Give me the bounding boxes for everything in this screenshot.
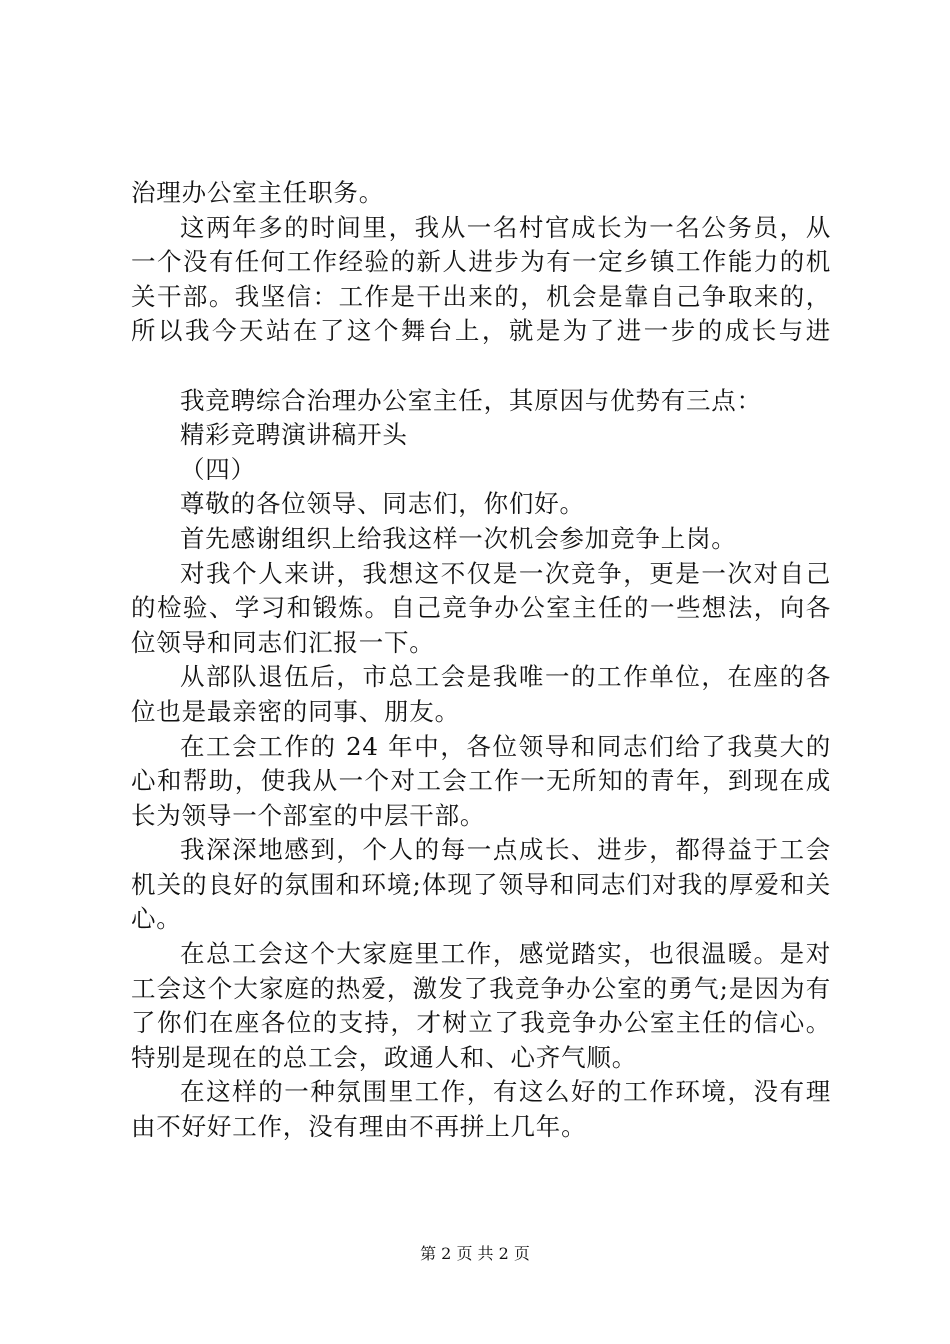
text-line: 尊敬的各位领导、同志们，你们好。 [180,489,585,519]
paragraph-gap [131,349,831,384]
text-line: 治理办公室主任职务。 [131,178,384,207]
text-line: 的检验、学习和锻炼。自己竞争办公室主任的一些想法，向各 [131,593,831,623]
text-line: 工会这个大家庭的热爱，激发了我竞争办公室的勇气;是因为有 [131,973,831,1003]
text-line: 精彩竞聘演讲稿开头 [180,420,408,450]
text-line: 心和帮助，使我从一个对工会工作一无所知的青年，到现在成 [131,766,831,796]
text-line: 特别是现在的总工会，政通人和、心齐气顺。 [131,1042,637,1072]
text-line: （四） [180,454,256,484]
text-line: 这两年多的时间里，我从一名村官成长为一名公务员，从 [180,212,831,242]
text-line: 在工会工作的 24 年中，各位领导和同志们给了我莫大的 [180,731,831,761]
text-line: 心。 [131,904,182,934]
text-line: 在总工会这个大家庭里工作，感觉踏实，也很温暖。是对 [180,939,831,969]
text-line: 关干部。我坚信：工作是干出来的，机会是靠自己争取来的， [131,281,831,311]
text-line: 首先感谢组织上给我这样一次机会参加竞争上岗。 [180,523,737,553]
text-line: 对我个人来讲，我想这不仅是一次竞争，更是一次对自己 [180,558,831,588]
text-line: 机关的良好的氛围和环境;体现了领导和同志们对我的厚爱和关 [131,869,831,899]
text-line: 一个没有任何工作经验的新人进步为有一定乡镇工作能力的机 [131,247,831,277]
text-line: 位领导和同志们汇报一下。 [131,627,435,657]
text-line: 位也是最亲密的同事、朋友。 [131,696,460,726]
text-line: 我深深地感到，个人的每一点成长、进步，都得益于工会 [180,835,831,865]
text-line: 由不好好工作，没有理由不再拼上几年。 [131,1112,587,1142]
text-line: 从部队退伍后，市总工会是我唯一的工作单位，在座的各 [180,662,831,692]
page-footer: 第 2 页 共 2 页 [420,1244,530,1263]
text-line: 在这样的一种氛围里工作，有这么好的工作环境，没有理 [180,1077,831,1107]
document-body [131,176,831,1145]
text-line: 所以我今天站在了这个舞台上，就是为了进一步的成长与进 [131,316,831,346]
text-line: 我竞聘综合治理办公室主任，其原因与优势有三点： [180,385,762,415]
text-line: 了你们在座各位的支持，才树立了我竞争办公室主任的信心。 [131,1008,831,1038]
text-line: 长为领导一个部室的中层干部。 [131,800,486,830]
